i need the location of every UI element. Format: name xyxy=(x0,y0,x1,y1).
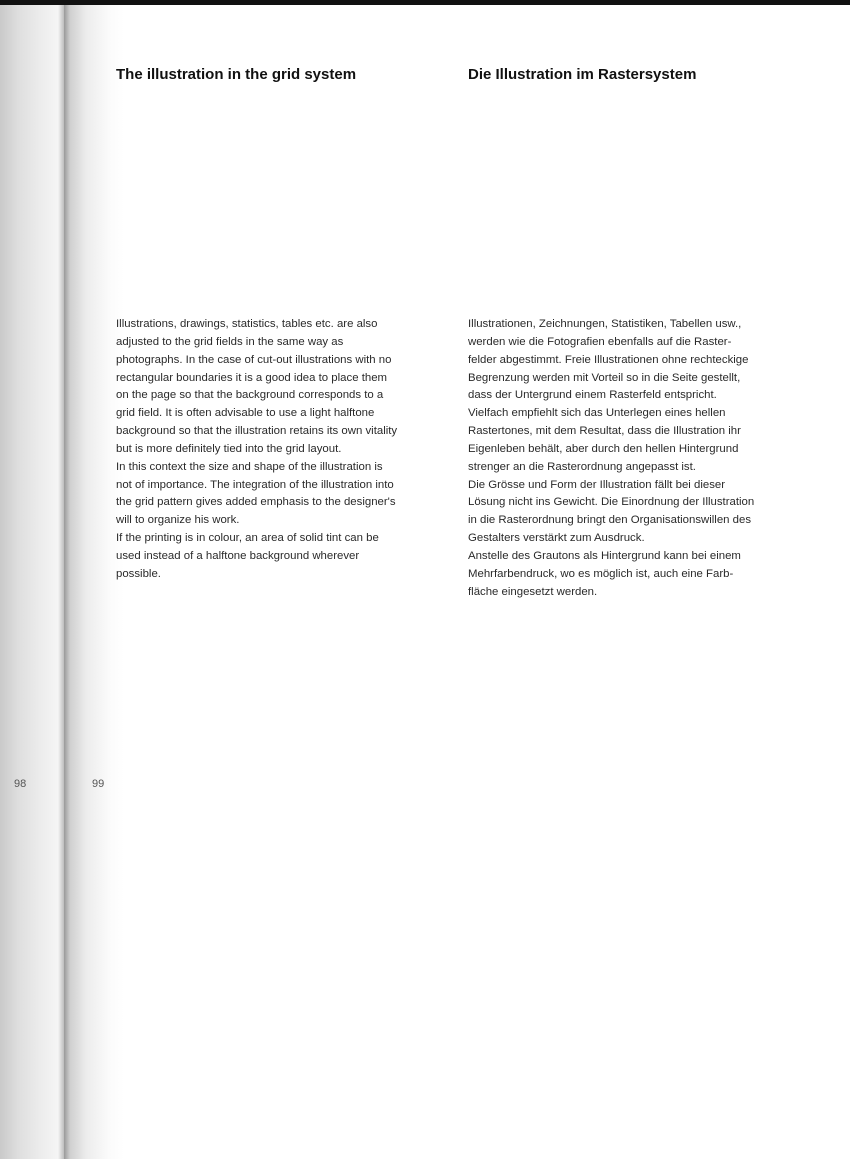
english-line: grid field. It is often advisable to use a light halftone xyxy=(116,407,375,420)
german-body xyxy=(468,316,813,602)
top-edge-shadow xyxy=(0,0,850,5)
german-line: dass der Untergrund einem Rasterfeld entspricht. xyxy=(468,389,717,402)
english-line: not of importance. The integration of the illustration into xyxy=(116,478,394,491)
german-line: Eigenleben behält, aber durch den hellen Hintergrund xyxy=(468,442,739,455)
english-line: background so that the illustration retains its own vitality xyxy=(116,425,398,438)
english-heading: The illustration in the grid system xyxy=(116,66,357,83)
english-line: adjusted to the grid fields in the same way as xyxy=(116,335,344,348)
german-line: Mehrfarbendruck, wo es möglich ist, auch eine Farb- xyxy=(468,567,734,580)
german-line: in die Rasterordnung bringt den Organisationswillen des xyxy=(468,514,752,527)
english-line: used instead of a halftone background wherever xyxy=(116,549,360,562)
english-line: the grid pattern gives added emphasis to the designer's xyxy=(116,496,396,509)
german-line: strenger an die Rasterordnung angepasst ist. xyxy=(468,460,696,473)
page-number-left: 98 xyxy=(14,778,27,790)
german-line: fläche eingesetzt werden. xyxy=(468,585,598,598)
german-line: werden wie die Fotografien ebenfalls auf die Raster- xyxy=(468,335,732,348)
german-line: Lösung nicht ins Gewicht. Die Einordnung der Illustration xyxy=(468,496,755,509)
book-gutter xyxy=(64,5,124,1159)
english-line: on the page so that the background corresponds to a xyxy=(116,389,384,402)
german-line: felder abgestimmt. Freie Illustrationen ohne rechteckige xyxy=(468,353,749,366)
english-line: but is more definitely tied into the grid layout. xyxy=(116,442,342,455)
german-line: Anstelle des Grautons als Hintergrund kann bei einem xyxy=(468,549,741,562)
english-body xyxy=(116,316,461,584)
left-page-edge xyxy=(0,5,64,1159)
page-number-right: 99 xyxy=(92,778,105,790)
english-line: If the printing is in colour, an area of solid tint can be xyxy=(116,532,379,545)
english-line: Illustrations, drawings, statistics, tables etc. are also xyxy=(116,318,378,330)
german-line: Vielfach empfiehlt sich das Unterlegen eines hellen xyxy=(468,407,726,420)
german-heading: Die Illustration im Rastersystem xyxy=(468,66,697,83)
german-line: Rastertones, mit dem Resultat, dass die Illustration ihr xyxy=(468,425,741,438)
german-line: Illustrationen, Zeichnungen, Statistiken, Tabellen usw., xyxy=(468,318,742,330)
english-line: In this context the size and shape of the illustration is xyxy=(116,460,383,473)
german-line: Begrenzung werden mit Vorteil so in die Seite gestellt, xyxy=(468,371,741,384)
english-line: rectangular boundaries it is a good idea to place them xyxy=(116,371,388,384)
english-line: possible. xyxy=(116,567,161,580)
english-line: will to organize his work. xyxy=(116,514,240,527)
german-line: Die Grösse und Form der Illustration fällt bei dieser xyxy=(468,478,726,491)
english-line: photographs. In the case of cut-out illustrations with no xyxy=(116,353,392,366)
german-line: Gestalters verstärkt zum Ausdruck. xyxy=(468,532,645,545)
